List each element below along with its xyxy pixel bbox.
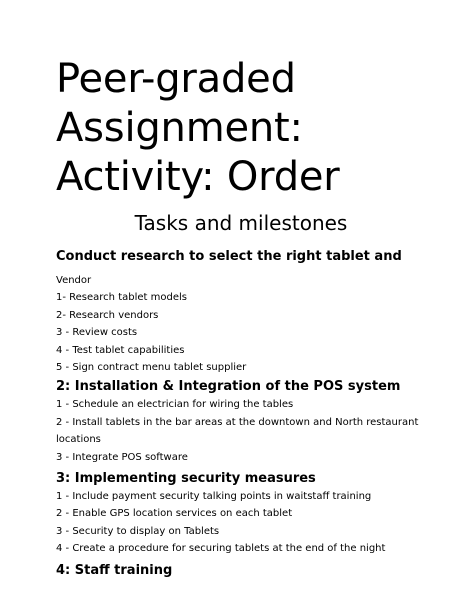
section-1-continuation: Vendor (56, 275, 92, 286)
document-title (56, 0, 454, 202)
list-item: 4 - Test tablet capabilities (56, 344, 185, 356)
list-item: 2 - Install tablets in the bar areas at the downtown and North restaurant locations (56, 416, 419, 446)
list-item: 2- Research vendors (56, 309, 159, 321)
section-1-heading: Conduct research to select the right tablet and (56, 249, 402, 264)
list-item: 1 - Include payment security talking points in waitstaff training (56, 491, 372, 503)
section-3-heading: 3: Implementing security measures (56, 471, 316, 487)
list-item: 3 - Integrate POS software (56, 451, 188, 463)
title-line-1: Peer-graded (56, 56, 296, 102)
section-4-heading: 4: Staff training (56, 562, 173, 578)
section-2-heading: 2: Installation & Integration of the POS system (56, 379, 401, 395)
document-subtitle: Tasks and milestones (134, 211, 348, 235)
list-item: 2 - Enable GPS location services on each tablet (56, 508, 293, 520)
title-line-3: Activity: Order (56, 154, 340, 200)
list-item: 4 - Create a procedure for securing tablets at the end of the night (56, 543, 386, 555)
list-item: 3 - Review costs (56, 327, 138, 339)
list-item: 1- Research tablet models (56, 292, 187, 304)
list-item: 5 - Sign contract menu tablet supplier (56, 362, 247, 374)
title-line-2: Assignment: (56, 105, 303, 151)
list-item: 1 - Schedule an electrician for wiring the tables (56, 399, 294, 411)
list-item: 3 - Security to display on Tablets (56, 525, 220, 537)
